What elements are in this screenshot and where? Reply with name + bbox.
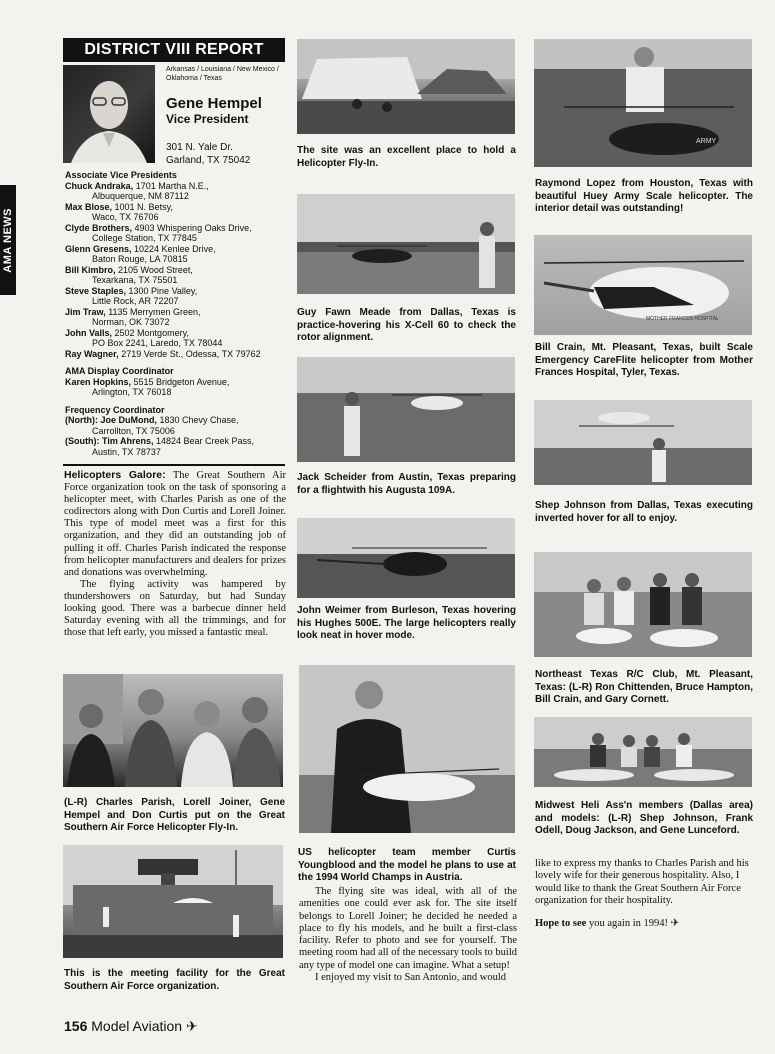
article-text: The Great Southern Air Force organization took on the task of sponsoring a helicopter meet, with Charles Parish as one of the codirectors along with Don Curtis and Lorell Joiner. This type of model meet was a first for this organization, and they did an outstanding job of pulling it off. Charles Parish indicated the response from helicopter manufacturers and dealers for prizes and donations was overwhelming. [64,470,286,578]
article-closing [535,858,753,930]
frequency-heading: Frequency Coordinator [65,404,165,415]
contact-name: Glenn Gresens, [65,243,132,254]
photo-weimer [297,518,515,598]
caption-organizers: (L-R) Charles Parish, Lorell Joiner, Gene Hempel and Don Curtis put on the Great Southern Air Force Helicopter Fly-In. [64,797,285,833]
contact-city: Austin, TX 78737 [92,446,161,457]
article-paragraph: I enjoyed my visit to San Antonio, and would [315,972,507,984]
photo-meade [297,194,515,294]
contact-city: Texarkana, TX 75501 [92,275,178,285]
sign-off-bold: Hope to see [535,918,587,930]
contact-address: 1135 Merrymen Green, [105,306,201,317]
contact-list [65,170,287,457]
contact-city: Waco, TX 76706 [92,212,159,222]
contact-city: PO Box 2241, Laredo, TX 78044 [92,338,223,348]
photo-facility [63,845,283,958]
contact-address: 14824 Bear Creek Pass, [153,436,255,446]
contact-entry [65,415,287,436]
photo-organizers-figures [63,674,283,787]
army-marking: ARMY [696,138,717,145]
contact-name: John Valls, [65,327,113,338]
article-paragraph: like to express my thanks to Charles Parish and his lovely wife for their generous hospitality. Also, I would like to thank the Great Southern Air Force organization for their hospitality. [535,858,749,906]
photo-johnson [534,400,752,485]
photo-scheider-scene [297,357,515,462]
contact-name: Bill Kimbro, [65,264,116,275]
photo-scheider [297,357,515,462]
photo-weimer-scene [297,518,515,598]
contact-entry [65,244,287,265]
contact-city: Little Rock, AR 72207 [92,296,179,306]
contact-address: 1701 Martha N.E., [133,180,209,191]
contact-city: College Station, TX 77845 [92,233,197,243]
photo-organizers [63,674,283,787]
contact-name: Jim Traw, [65,306,106,317]
caption-youngblood: US helicopter team member Curtis Youngblood and the model he plans to use at the 1994 World Champs in Austria. [298,847,516,883]
plane-icon: ✈ [670,917,680,930]
vp-portrait [63,65,155,163]
photo-crain [534,235,752,335]
vp-name: Gene Hempel [166,95,262,112]
contact-entry [65,349,287,360]
vp-address-line: 301 N. Yale Dr. [166,142,233,153]
avp-heading: Associate Vice Presidents [65,170,177,180]
photo-johnson-scene [534,400,752,485]
photo-youngblood [299,665,515,833]
contact-name: (South): Tim Ahrens, [65,436,154,446]
photo-netx-club [534,552,752,657]
photo-lopez-scene [534,39,752,167]
caption-meade: Guy Fawn Meade from Dallas, Texas is practice-hovering his X-Cell 60 to check the rotor alignment. [297,307,516,343]
contact-address: 1001 N. Betsy, [112,201,173,212]
district-header: DISTRICT VIII REPORT [63,38,285,62]
caption-midwest-heli: Midwest Heli Ass'n members (Dallas area) and models: (L-R) Shep Johnson, Frank Odell, Doug Jackson, and Gene Lunceford. [535,800,753,836]
page-footer [64,1018,198,1035]
plane-icon: ✈ [185,1018,198,1034]
photo-midwest-scene [534,717,752,787]
photo-meade-scene [297,194,515,294]
caption-crain: Bill Crain, Mt. Pleasant, Texas, built Scale Emergency CareFlite helicopter from Mother Frances Hospital, Tyler, Texas. [535,342,753,378]
photo-site [297,39,515,134]
contact-entry [65,307,287,328]
vp-address-line: Garland, TX 75042 [166,155,251,166]
contact-name: Max Blose, [65,201,113,212]
caption-site: The site was an excellent place to hold a Helicopter Fly-In. [297,145,516,169]
photo-lopez [534,39,752,167]
contact-address: 1300 Pine Valley, [126,285,198,296]
section-tab [0,185,16,295]
vp-title: Vice President [166,112,249,126]
contact-name: Chuck Andraka, [65,180,134,191]
caption-netx-club: Northeast Texas R/C Club, Mt. Pleasant, Texas: (L-R) Ron Chittenden, Bruce Hampton, Bill Crain, and Gary Cornett. [535,669,753,705]
article-body-continued [299,886,517,984]
magazine-name: Model Aviation [91,1018,183,1034]
caption-johnson: Shep Johnson from Dallas, Texas executing inverted hover for all to enjoy. [535,500,753,524]
contact-address: 2719 Verde St., Odessa, TX 79762 [118,348,261,359]
sign-off [535,917,753,930]
section-tab-label: AMA NEWS [2,207,14,273]
photo-youngblood-scene [299,665,515,833]
contact-address: 5515 Bridgeton Avenue, [131,376,230,387]
contact-address: 1830 Chevy Chase, [156,415,239,425]
contact-entry [65,265,287,286]
contact-entry [65,328,287,349]
contact-name: (North): Joe DuMond, [65,415,157,425]
contact-address: 2105 Wood Street, [115,264,193,275]
article-body [64,469,286,639]
contact-entry [65,286,287,307]
article-paragraph: The flying activity was hampered by thundershowers on Saturday, but had Sunday looking good. There was a barbecue dinner held Saturday evening with all the trimmings, and for those that left early, you missed a fantastic meal. [64,578,286,639]
caption-facility: This is the meeting facility for the Great Southern Air Force organization. [64,968,285,992]
caption-scheider: Jack Scheider from Austin, Texas preparing for a flightwith his Augusta 109A. [297,472,516,496]
contact-city: Albuquerque, NM 87112 [92,191,189,201]
contact-city: Norman, OK 73072 [92,317,170,327]
contact-entry [65,181,287,202]
page-number: 156 [64,1018,88,1034]
contact-entry [65,202,287,223]
portrait-figure [63,65,155,163]
sign-off-text: you again in 1994! [586,918,668,930]
contact-address: 10224 Kenlee Drive, [131,243,216,254]
contact-name: Ray Wagner, [65,348,119,359]
photo-crain-scene [534,235,752,335]
contact-entry [65,377,287,398]
contact-address: 2502 Montgomery, [112,327,189,338]
caption-lopez: Raymond Lopez from Houston, Texas with beautiful Huey Army Scale helicopter. The interior detail was outstanding! [535,178,753,214]
photo-netx-scene [534,552,752,657]
contact-name: Steve Staples, [65,285,127,296]
contact-name: Clyde Brothers, [65,222,133,233]
caption-weimer: John Weimer from Burleson, Texas hovering his Hughes 500E. The large helicopters really look neat in hover mode. [297,605,516,641]
contact-entry [65,223,287,244]
contact-entry [65,436,287,457]
display-heading: AMA Display Coordinator [65,366,174,376]
article-paragraph: The flying site was ideal, with all of the amenities one could ever ask for. The site itself belongs to Lorell Joiner; he decided he needed a place to fly his models, and he built a first-class facility. Refer to photo and see for yourself. The meeting room had all of the necessary tools to build any type of model one can imagine. What a setup! [299,886,517,971]
article-lead: Helicopters Galore: [64,469,166,481]
article-paragraph [64,469,286,579]
contact-city: Arlington, TX 76018 [92,387,172,397]
contact-city: Carrollton, TX 75006 [92,425,175,436]
contact-city: Baton Rouge, LA 70815 [92,254,188,264]
photo-facility-scene [63,845,283,958]
vp-address [166,141,250,167]
divider [63,464,285,466]
contact-name: Karen Hopkins, [65,376,132,387]
photo-site-scene [297,39,515,134]
photo-midwest-heli [534,717,752,787]
careflite-marking: MOTHER FRANCES HOSPITAL [646,316,719,322]
contact-address: 4903 Whispering Oaks Drive, [132,222,252,233]
district-states: Arkansas / Louisiana / New Mexico / Oklahoma / Texas [166,66,279,82]
